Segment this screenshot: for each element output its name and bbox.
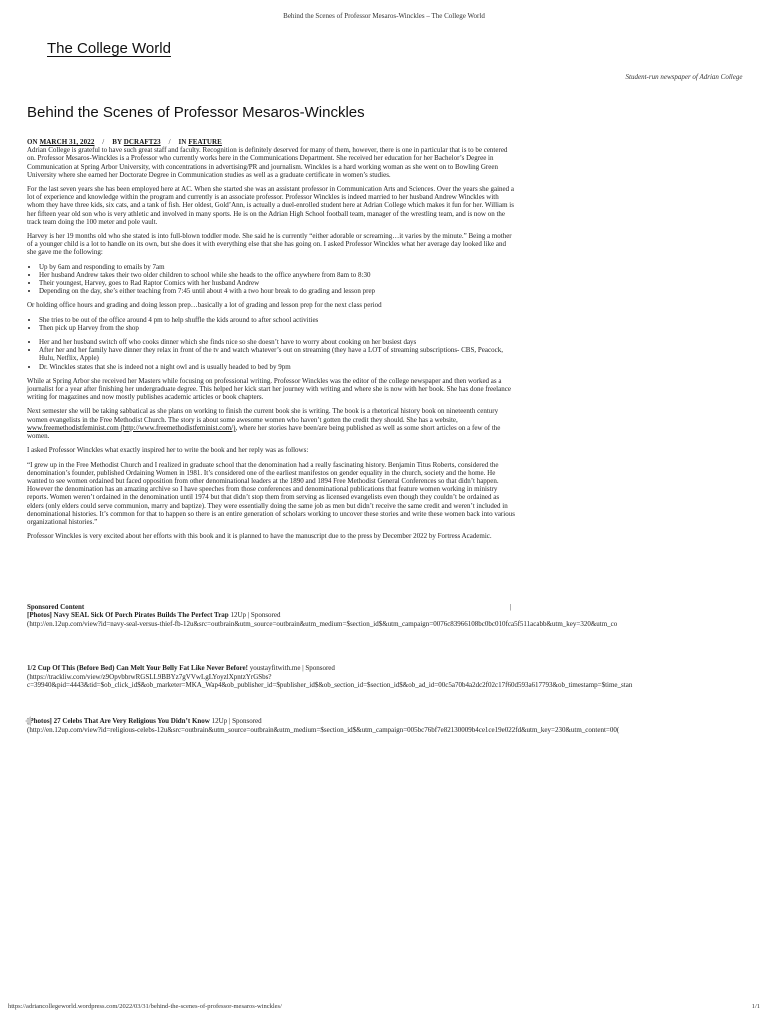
list-item: • After her and her family have dinner they relax in front of the tv and watch whatever’s out on streaming (they have a LOT of streaming subscriptions- CBS, Peacock, Hulu, Netflix, Apple): [39, 346, 516, 362]
list-item: • Up by 6am and responding to emails by 7am: [39, 263, 516, 271]
paragraph-question: I asked Professor Winckles what exactly inspired her to write the book and her reply was as follows:: [27, 446, 309, 455]
sponsored-heading: Sponsored Content: [27, 603, 85, 611]
sponsored-source: 12Up: [230, 611, 247, 620]
meta-in-label: IN: [178, 138, 187, 146]
sabbatical-text: Next semester she will be taking sabbatical as she plans on working to finish the current book she is writing. The book is a rhetorical history book on nineteenth century women evangelists in the Free Methodist Church. The story is about some awesome women who haven’t gotten the credit they should. She has a website,: [27, 407, 499, 424]
paragraph-closing: Professor Winckles is very excited about her efforts with this book and it is planned to have the manuscript due to the press by December 2022 by Fortress Academic.: [27, 532, 492, 541]
sponsored-url[interactable]: (https://trackliw.com/view/z9OpvbbrwRGSLL9BBYz7gVVwLgLYoyzlXpntzYrGSbs?: [27, 672, 272, 681]
spacer: [27, 628, 757, 664]
sponsored-item[interactable]: [27, 664, 757, 672]
article-body: [27, 138, 516, 546]
meta-date-link[interactable]: MARCH 31, 2022: [39, 138, 95, 146]
afternoon-list: [27, 316, 516, 332]
meta-separator: /: [168, 138, 171, 146]
footer-url: https://adriancollegeworld.wordpress.com/2022/03/31/behind-the-scenes-of-professor-mesaros-winckles/: [8, 1003, 282, 1010]
footer-page-number: 1/1: [751, 1003, 760, 1010]
sponsored-headline[interactable]: [Photos] 27 Celebs That Are Very Religious You Didn’t Know: [27, 717, 210, 726]
sponsored-url[interactable]: (http://en.12up.com/view?id=religious-celebs-12u&src=outbrain&utm_source=outbrain&utm_medium=$section_id$&utm_campaign=005bc76bf7e82130009b4ce1ce19e022fd&utm_key=230&utm_content=00(: [27, 725, 620, 734]
sponsored-url[interactable]: (http://en.12up.com/view?id=navy-seal-versus-thief-fb-12u&src=outbrain&utm_source=outbrain&utm_medium=$section_id$&utm_campaign=0076c83966108bc0bc010fca5f511acabb&utm_key=320&utm_co: [27, 619, 618, 628]
list-item: • Her and her husband switch off who cooks dinner which she finds nice so she doesn’t have to worry about cooking on her busiest days: [39, 338, 516, 346]
paragraph-family: For the last seven years she has been employed here at AC. When she started she was an assistant professor in Communication Arts and Sciences. Over the years she gained a lot of experience and knowledge within the program and currently is an associate professor. Professor Winckles is indeed married to her husband Andrew Winckles with whom they have three kids, six cats, and a tank of fish. Her oldest, Gold’Ann, is actually a duel-enrolled student here at Adrian College which makes it fun for her. William is her fifteen year old son who is very athletic and involved in many sports. He is on the Adrian High School football team, manager of the wrestling team, and is now on the track team doing the 100 meter and pole vault.: [27, 185, 515, 226]
meta-by-label: BY: [112, 138, 122, 146]
paragraph-intro: Adrian College is grateful to have such great staff and faculty. Recognition is definitely deserved for many of them, however, there is one in particular that is to be centered on. Professor Mesaros-Winckles is a Professor who currently works here in the Communications Department. She received her education for her Bachelor’s Degree in Communication at Spring Arbor University, with concentrations in advertising/PR and journalism. Winckles is a hard working woman as she went on to Bowling Green University where she earned her Doctorate Degree in Communication studies as well as a graduate certificate in women’s studies.: [27, 146, 508, 179]
meta-author-link[interactable]: DCRAFT23: [123, 138, 161, 146]
tagline-text: Student-run newspaper of Adrian College: [625, 73, 743, 81]
paragraph-masters: While at Spring Arbor she received her Masters while focusing on professional writing. Professor Winckles was the editor of the college newspaper and then worked as a journalist for a year after finishing her undergraduate degree. This helped her kick start her journey with writing and where she is now with her book. She has done freelance writing for magazines and now mostly publishes academic articles or book chapters.: [27, 376, 511, 402]
sponsored-item[interactable]: [27, 717, 757, 725]
sponsored-label: Sponsored: [232, 717, 262, 726]
sponsored-url-continued[interactable]: c=39940&pid=4443&tid=$ob_click_id$&ob_marketer=MKA_Wap4&ob_publisher_id=$publisher_id$&ob_section_id=$section_id$&ob_ad_id=00c5a70b4a2dc2f02c17f60d593a617793&ob_timestamp=$time_stan: [27, 681, 633, 690]
meta-on-label: ON: [27, 138, 38, 146]
sponsored-separator: |: [228, 717, 231, 726]
list-item: • Then pick up Harvey from the shop: [39, 324, 516, 332]
sponsored-separator: |: [247, 611, 250, 620]
article-meta: [27, 138, 516, 146]
list-item: • She tries to be out of the office around 4 pm to help shuffle the kids around to after school activities: [39, 316, 516, 324]
daily-routine-list: [27, 263, 516, 296]
sponsored-label: Sponsored: [305, 664, 335, 673]
spacer: [27, 689, 757, 717]
website-link[interactable]: www.freemethodistfeminist.com (http://www.freemethodistfeminist.com/): [27, 423, 236, 432]
site-tagline: [0, 73, 745, 81]
paragraph-office-hours: Or holding office hours and grading and doing lesson prep…basically a lot of grading and lesson prep for the next class period: [27, 301, 382, 310]
sabbatical-text-end: , where her stories have been/are being published as well as some short articles on a few of the women.: [27, 423, 501, 441]
sponsored-item[interactable]: [27, 611, 757, 619]
sponsored-label: Sponsored: [250, 611, 281, 620]
list-item: • Depending on the day, she’s either teaching from 7:45 until about 4 with a two hour break to do grading and lesson prep: [39, 287, 516, 295]
sponsored-separator: |: [302, 664, 304, 673]
paragraph-quote: “I grew up in the Free Methodist Church and I realized in graduate school that the denomination had a really fascinating history. Benjamin Titus Roberts, considered the denomination’s founder, published Ordaining Women in 1981. It’s considered one of the earliest manifestos on gender equality in the church, society and the home. He wanted to see women ordained but faced opposition from other denominational leaders at the 1890 and 1894 Free Methodist General Conferences so that didn’t happen. However the denomination has an amazing archive so I have speeches from those conferences and denominational publications that feature women working in ministry reports. Women weren’t ordained in the denomination until 1974 but that didn’t stop them from serving as licensed evangelists even though they couldn’t be ordained as elders (only elders could serve communion, marry and baptize). They were essentially doing the same job as men but didn’t receive the same credit and weren’t included in denominational histories. It’s common for that to happen so there is an entire generation of scholars working to uncover these stories and write these women back into various organizational histories.”: [27, 460, 515, 526]
list-item: • Dr. Winckles states that she is indeed not a night owl and is usually headed to bed by 9pm: [39, 363, 516, 371]
sponsored-content: [27, 603, 757, 734]
paragraph-harvey: Harvey is her 19 months old who she stated is into full-blown toddler mode. She said he is currently “either adorable or screaming…it varies by the minute.” Being a mother of a younger child is a lot to handle on its own, but she does it with everything else that she has going on. I asked Professor Winckles what her average day looked like and she gave me the following:: [27, 232, 512, 257]
article-title: Behind the Scenes of Professor Mesaros-Winckles: [27, 104, 365, 121]
sponsored-source: youstayfitwith.me: [249, 664, 301, 673]
sponsored-headline[interactable]: [Photos] Navy SEAL Sick Of Porch Pirates Builds The Perfect Trap: [27, 611, 229, 620]
meta-category-link[interactable]: FEATURE: [188, 138, 222, 146]
sponsored-divider: |: [510, 603, 512, 611]
site-title-link[interactable]: The College World: [47, 40, 171, 57]
sponsored-source: 12Up: [211, 717, 228, 726]
list-item: • Her husband Andrew takes their two older children to school while she heads to the office anywhere from 8am to 8:30: [39, 271, 516, 279]
evening-list: [27, 338, 516, 371]
sponsored-headline[interactable]: 1/2 Cup Of This (Before Bed) Can Melt Your Belly Fat Like Never Before!: [27, 664, 248, 673]
print-page-title: Behind the Scenes of Professor Mesaros-Winckles – The College World: [283, 12, 485, 20]
paragraph-sabbatical: [27, 407, 516, 440]
meta-separator: /: [102, 138, 105, 146]
carousel-left-arrow-icon[interactable]: [25, 716, 31, 726]
list-item: • Their youngest, Harvey, goes to Rad Raptor Comics with her husband Andrew: [39, 279, 516, 287]
